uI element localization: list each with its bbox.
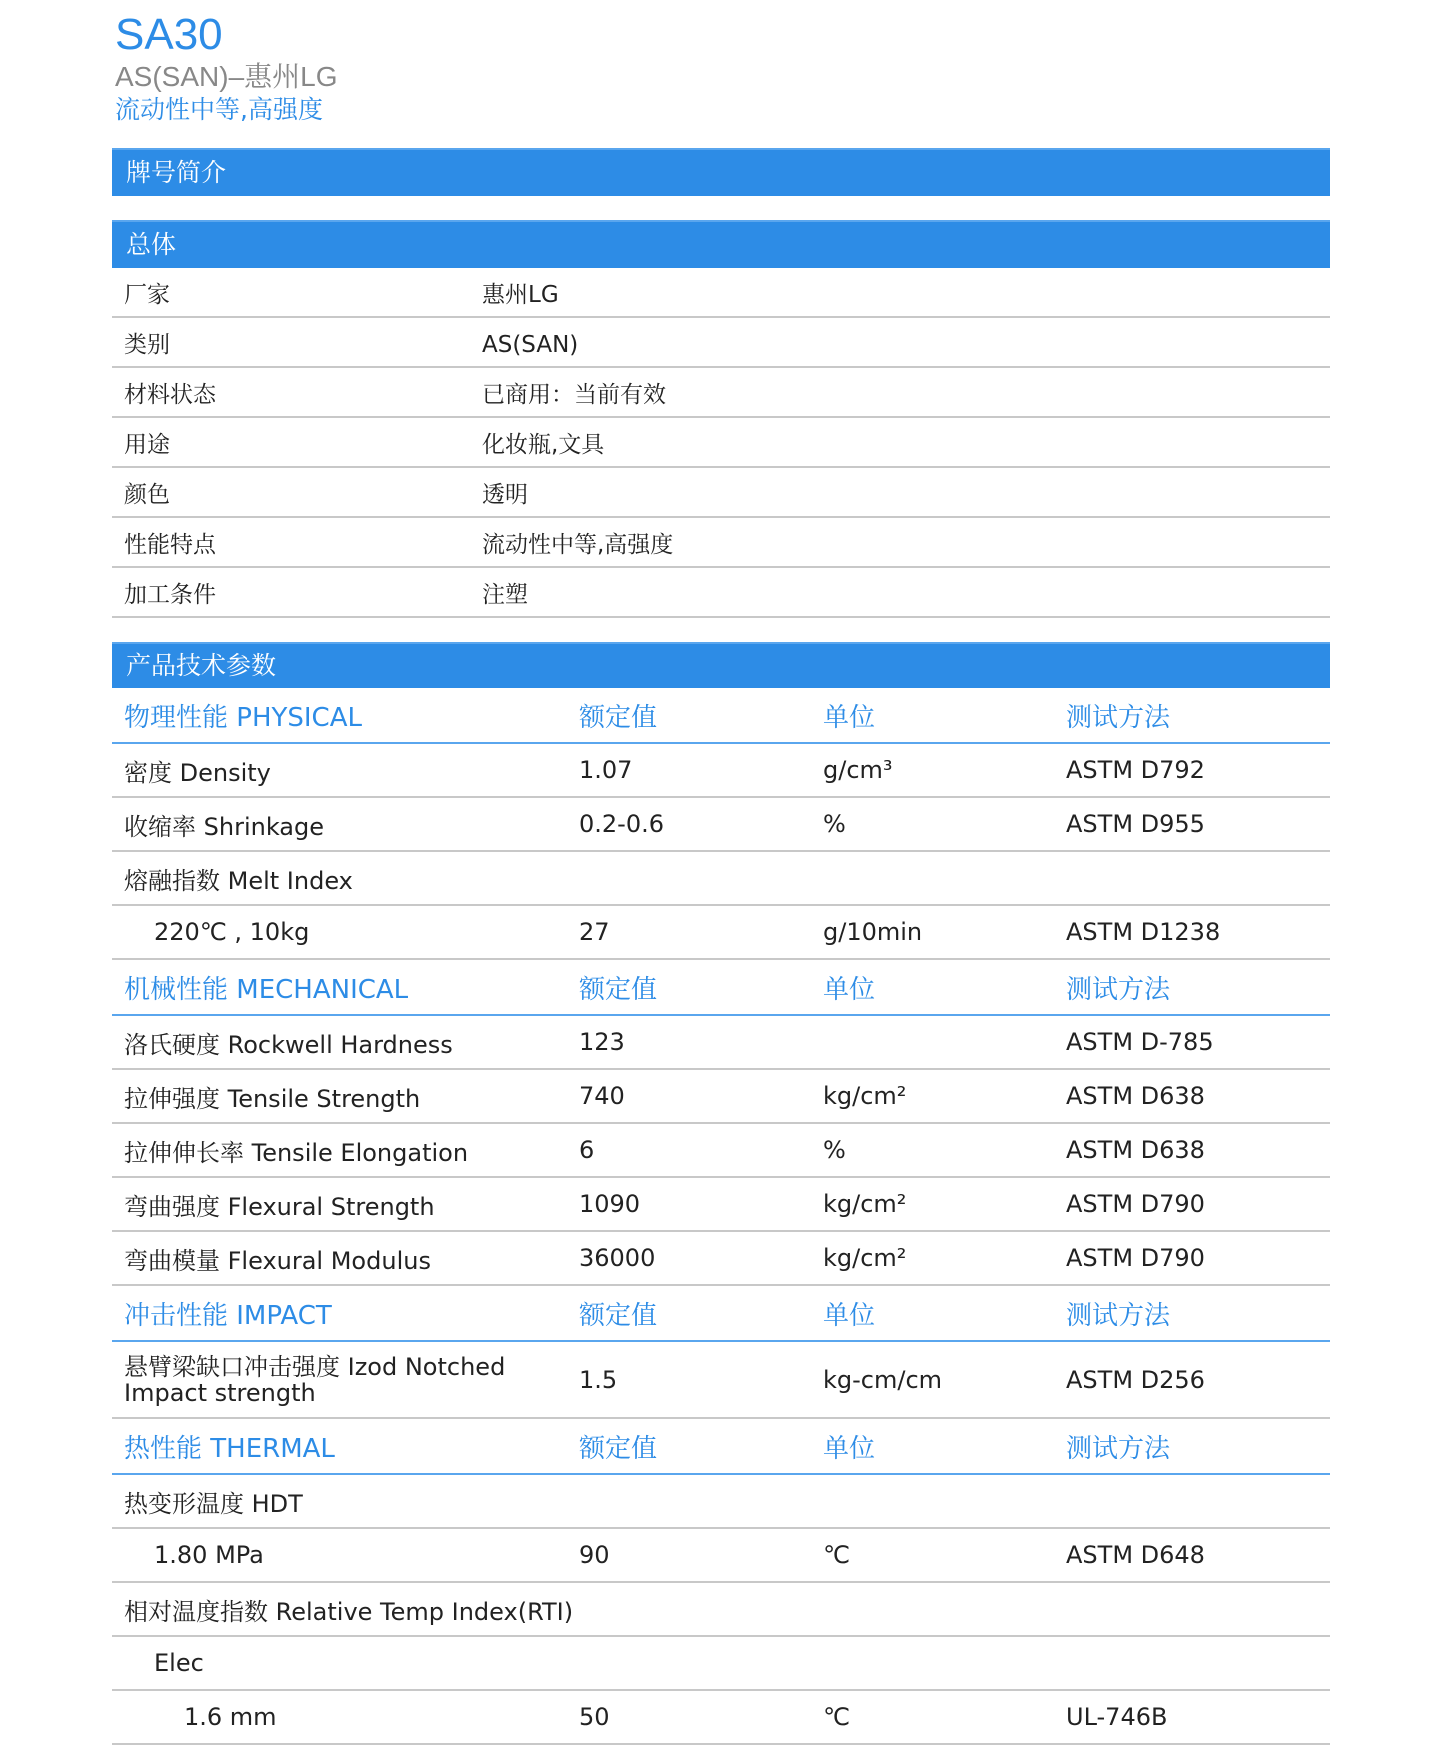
property-method: ASTM D1238 <box>1066 918 1221 946</box>
property-unit: % <box>823 1136 846 1164</box>
category-header <box>112 960 1330 1016</box>
general-row <box>112 468 1330 518</box>
property-row <box>112 1342 1330 1419</box>
property-value: 36000 <box>579 1244 656 1272</box>
section-general: 总体 <box>112 220 1330 268</box>
property-method: ASTM D638 <box>1066 1082 1205 1110</box>
property-unit: kg/cm² <box>823 1190 907 1218</box>
section-intro: 牌号简介 <box>112 148 1330 196</box>
col-value-header: 额定值 <box>579 1433 658 1464</box>
col-method-header: 测试方法 <box>1066 1433 1171 1464</box>
col-value-header: 额定值 <box>579 974 658 1005</box>
general-table <box>112 268 1330 618</box>
col-method-header: 测试方法 <box>1066 702 1171 733</box>
general-key: 类别 <box>124 332 170 358</box>
category-header <box>112 1286 1330 1342</box>
property-name: 收缩率 Shrinkage <box>124 812 325 841</box>
property-method: ASTM D256 <box>1066 1365 1205 1394</box>
property-row <box>112 852 1330 906</box>
product-title: SA30 <box>115 10 223 59</box>
general-value: 已商用：当前有效 <box>482 382 666 408</box>
property-unit: kg/cm² <box>823 1082 907 1110</box>
general-value: 惠州LG <box>482 282 559 308</box>
property-method: ASTM D790 <box>1066 1190 1205 1218</box>
property-value: 27 <box>579 918 610 946</box>
property-name: Elec <box>154 1649 204 1677</box>
general-row <box>112 268 1330 318</box>
property-unit: g/cm³ <box>823 756 893 784</box>
property-value: 0.2-0.6 <box>579 810 664 838</box>
property-row <box>112 1232 1330 1286</box>
category-name: 冲击性能 IMPACT <box>124 1300 332 1331</box>
col-unit-header: 单位 <box>823 1433 876 1464</box>
property-value: 1.5 <box>579 1365 618 1394</box>
product-tagline: 流动性中等,高强度 <box>115 95 323 124</box>
general-key: 厂家 <box>124 282 170 308</box>
category-header <box>112 1419 1330 1475</box>
property-name: 热变形温度 HDT <box>124 1489 303 1518</box>
property-name: 1.80 MPa <box>154 1541 264 1569</box>
product-subtitle: AS(SAN)–惠州LG <box>115 61 338 92</box>
property-method: ASTM D790 <box>1066 1244 1205 1272</box>
property-value: 123 <box>579 1028 625 1056</box>
property-row <box>112 798 1330 852</box>
category-header <box>112 688 1330 744</box>
col-unit-header: 单位 <box>823 702 876 733</box>
general-row <box>112 318 1330 368</box>
col-method-header: 测试方法 <box>1066 974 1171 1005</box>
property-row <box>112 1070 1330 1124</box>
property-unit: ℃ <box>823 1703 850 1731</box>
property-name: 洛氏硬度 Rockwell Hardness <box>124 1030 453 1059</box>
property-name: 拉伸伸长率 Tensile Elongation <box>124 1138 469 1167</box>
property-method: UL-746B <box>1066 1703 1168 1731</box>
category-name: 热性能 THERMAL <box>124 1433 335 1464</box>
section-tech: 产品技术参数 <box>112 642 1330 688</box>
property-unit: % <box>823 810 846 838</box>
property-value: 90 <box>579 1541 610 1569</box>
general-row <box>112 568 1330 618</box>
col-unit-header: 单位 <box>823 1300 876 1331</box>
property-name: 弯曲强度 Flexural Strength <box>124 1192 435 1221</box>
property-name: 相对温度指数 Relative Temp Index(RTI) <box>124 1597 574 1626</box>
property-row <box>112 1529 1330 1583</box>
general-key: 用途 <box>124 432 170 458</box>
property-row <box>112 1475 1330 1529</box>
property-name: 220℃ , 10kg <box>154 918 310 946</box>
general-value: 流动性中等,高强度 <box>482 532 674 558</box>
property-unit: g/10min <box>823 918 923 946</box>
col-method-header: 测试方法 <box>1066 1300 1171 1331</box>
tech-table <box>112 688 1330 1745</box>
general-key: 颜色 <box>124 482 170 508</box>
property-name: 悬臂梁缺口冲击强度 Izod Notched Impact strength <box>124 1352 506 1407</box>
property-row <box>112 1016 1330 1070</box>
property-method: ASTM D638 <box>1066 1136 1205 1164</box>
property-method: ASTM D792 <box>1066 756 1205 784</box>
property-method: ASTM D-785 <box>1066 1028 1214 1056</box>
col-unit-header: 单位 <box>823 974 876 1005</box>
col-value-header: 额定值 <box>579 1300 658 1331</box>
general-value: 化妆瓶,文具 <box>482 432 605 458</box>
property-value: 50 <box>579 1703 610 1731</box>
general-value: 透明 <box>482 482 528 508</box>
property-unit: ℃ <box>823 1541 850 1569</box>
property-name: 熔融指数 Melt Index <box>124 866 353 895</box>
general-key: 性能特点 <box>124 532 216 558</box>
general-row <box>112 368 1330 418</box>
property-value: 740 <box>579 1082 625 1110</box>
property-unit: kg/cm² <box>823 1244 907 1272</box>
property-unit: kg-cm/cm <box>823 1365 943 1394</box>
property-name: 密度 Density <box>124 758 271 787</box>
property-row <box>112 1124 1330 1178</box>
general-value: 注塑 <box>482 582 528 608</box>
property-row <box>112 744 1330 798</box>
general-key: 加工条件 <box>124 582 216 608</box>
general-row <box>112 518 1330 568</box>
general-value: AS(SAN) <box>482 332 579 358</box>
property-value: 6 <box>579 1136 595 1164</box>
property-row <box>112 1637 1330 1691</box>
property-method: ASTM D955 <box>1066 810 1205 838</box>
datasheet <box>112 0 1330 1745</box>
general-key: 材料状态 <box>124 382 216 408</box>
category-name: 机械性能 MECHANICAL <box>124 974 409 1005</box>
property-method: ASTM D648 <box>1066 1541 1205 1569</box>
property-name: 弯曲模量 Flexural Modulus <box>124 1246 431 1275</box>
general-row <box>112 418 1330 468</box>
property-row <box>112 1583 1330 1637</box>
category-name: 物理性能 PHYSICAL <box>124 702 362 733</box>
property-row <box>112 906 1330 960</box>
col-value-header: 额定值 <box>579 702 658 733</box>
property-row <box>112 1691 1330 1745</box>
property-row <box>112 1178 1330 1232</box>
property-name: 1.6 mm <box>184 1703 277 1731</box>
property-value: 1.07 <box>579 756 633 784</box>
property-value: 1090 <box>579 1190 641 1218</box>
property-name: 拉伸强度 Tensile Strength <box>124 1084 421 1113</box>
